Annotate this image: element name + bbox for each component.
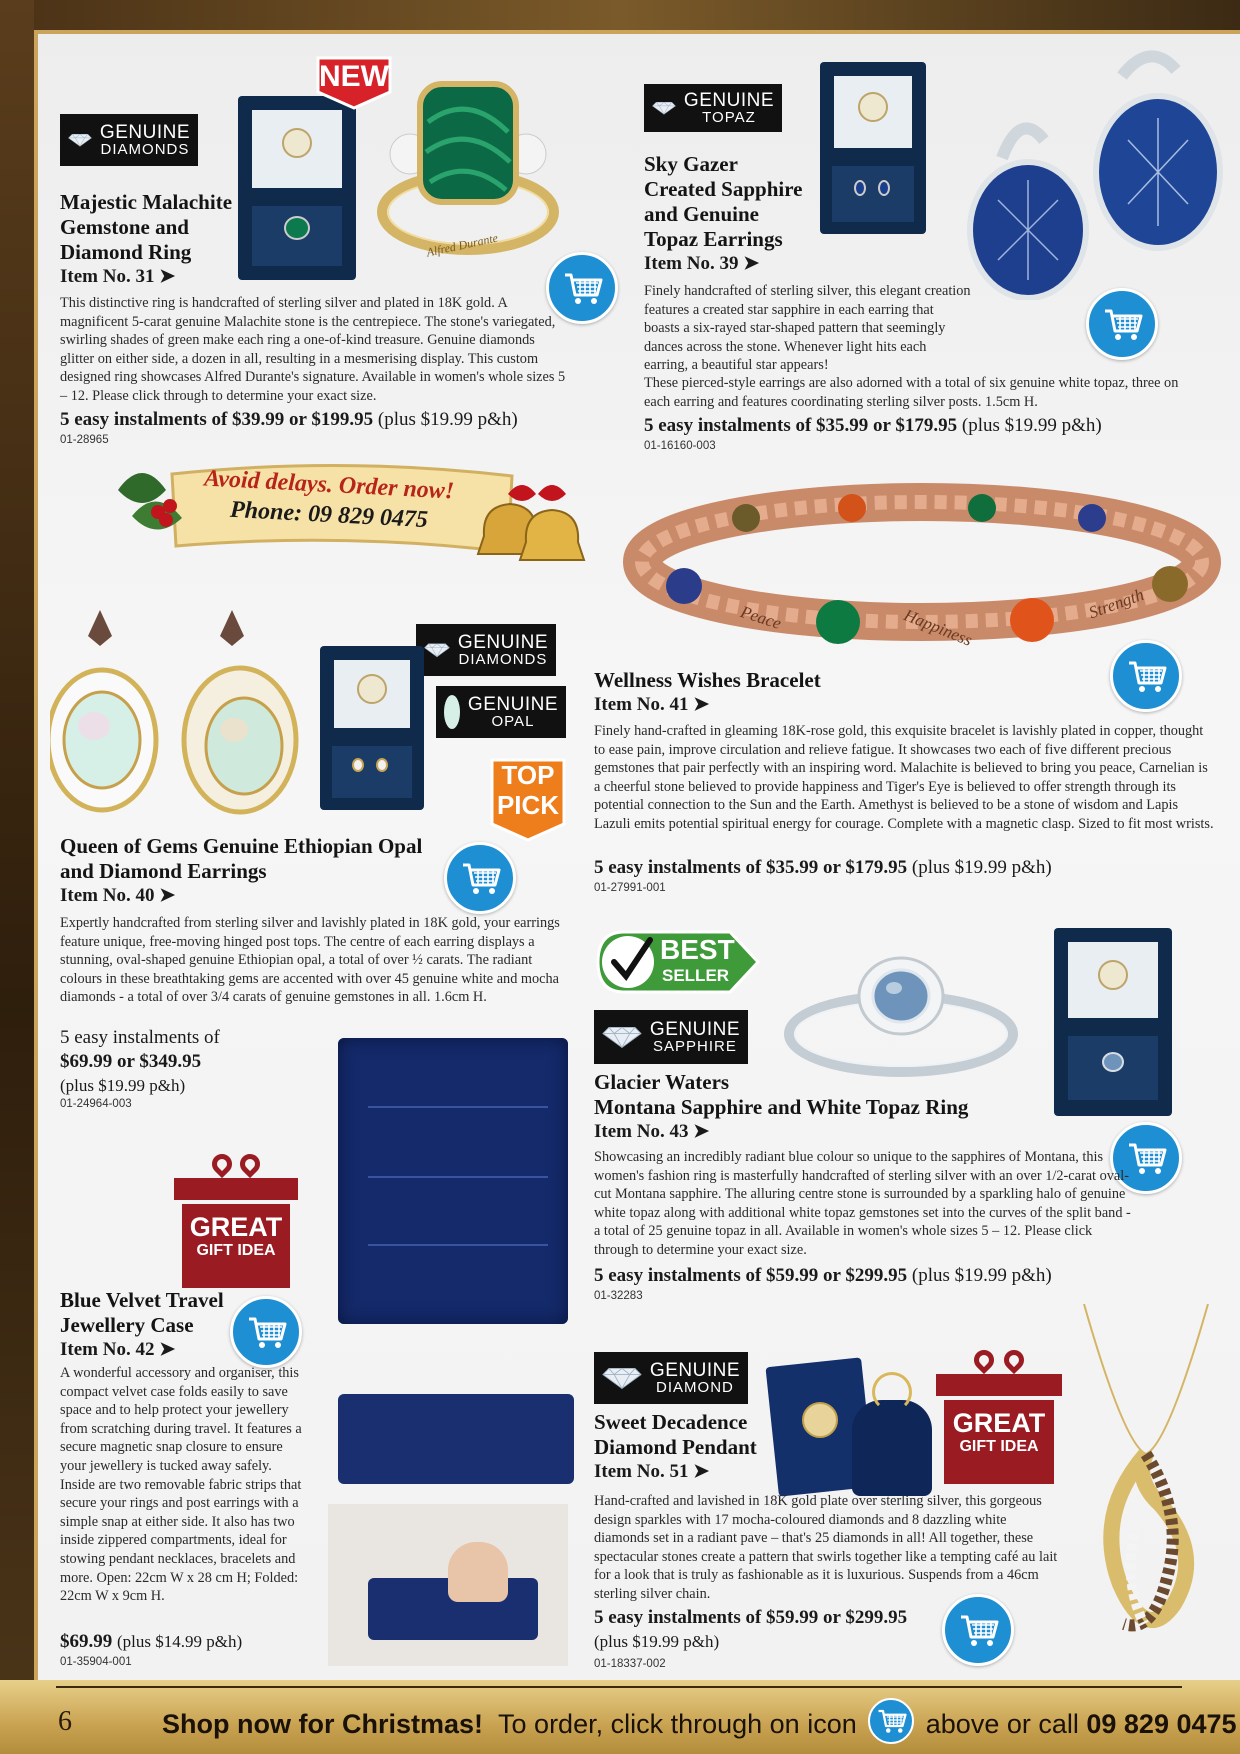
- best-seller-sticker: [594, 924, 762, 998]
- gift-line2: GIFT IDEA: [959, 1438, 1039, 1455]
- best-seller-line2: SELLER: [662, 966, 730, 985]
- footer-lead: Shop now for Christmas!: [162, 1709, 484, 1740]
- title-line: Wellness Wishes Bracelet: [594, 668, 821, 692]
- footer-text-before-icon: To order, click through on icon: [498, 1709, 857, 1740]
- badge-line1: GENUINE: [649, 1019, 740, 1040]
- new-label: NEW: [319, 60, 389, 93]
- price-line3: (plus $19.99 p&h): [60, 1076, 186, 1095]
- cart-icon: [1127, 659, 1167, 695]
- item-number: Item No. 41 ➤: [594, 694, 710, 715]
- velvet-title: [60, 1288, 260, 1362]
- bracelet-description: Finely hand-crafted in gleaming 18K-rose gold, this exquisite bracelet is lavishly plated in copper, thought to ease pain, improve circulation and relieve fatigue. It showcases two each of five different precious gemstones that pair perfectly with an inspiring word. Malachite is believed to bring you peace, Carnelian is a cheerful stone believed to provide happiness and Tiger's Eye is believed to offer strength through its potential connection to the Sun and the Earth. Amethyst is believed to be a stone of wisdom and Lapis Lazuli emits potential spiritual energy for courage. Complete with a magnetic clasp. Sized to fit most wrists.: [594, 723, 1214, 832]
- bracelet-word-happiness: Happiness: [901, 605, 975, 650]
- bracelet-title: [594, 668, 1014, 717]
- price-bold: 5 easy instalments of $59.99 or $299.95: [594, 1607, 908, 1628]
- title-line: Diamond Pendant: [594, 1435, 757, 1459]
- title-line: Montana Sapphire and White Topaz Ring: [594, 1095, 969, 1119]
- price-line1: 5 easy instalments of: [60, 1027, 220, 1048]
- malachite-price: [60, 408, 580, 432]
- title-line: Queen of Gems Genuine Ethiopian Opal: [60, 834, 423, 858]
- badge-line2: TOPAZ: [702, 109, 756, 126]
- item-number: Item No. 31 ➤: [60, 266, 176, 287]
- velvet-case-image: [328, 1030, 584, 1690]
- opal-earrings-graphic: [50, 590, 310, 820]
- ring-engraving: Alfred Durante: [425, 230, 500, 260]
- pendant-price: [594, 1606, 954, 1654]
- page-footer: [0, 1680, 1240, 1754]
- bracelet-word-peace: Peace: [738, 602, 784, 633]
- title-line: Glacier Waters: [594, 1070, 730, 1094]
- sapphire-code: 01-32283: [594, 1290, 643, 1302]
- opal-title: [60, 834, 480, 908]
- footer-text-after-icon: above or call: [925, 1709, 1079, 1740]
- montana-sapphire-ring-image: [776, 942, 1026, 1082]
- malachite-description: This distinctive ring is handcrafted of sterling silver and plated in 18K gold. A magnificent 5-carat genuine Malachite stone is the centrepiece. The stone's variegated, swirling shades of green make each ring a one-of-kind treasure. Genuine diamonds glitter on either side, a dozen in all, resulting in a mesmerising display. This custom designed ring showcases Alfred Durante's signature. Available in women's whole sizes 5 – 12. Please click through to determine your exact size.: [60, 295, 566, 404]
- malachite-ring-image: [368, 62, 568, 262]
- great-gift-idea-tag: [174, 1154, 298, 1294]
- price-bold: 5 easy instalments of $35.99 or $179.95: [594, 857, 908, 878]
- price-bold: 5 easy instalments of $35.99 or $179.95: [644, 415, 958, 436]
- cart-button-item-41[interactable]: [1110, 640, 1182, 712]
- left-border: [0, 0, 34, 1680]
- diamond-icon: [602, 1365, 642, 1391]
- badge-line2: DIAMONDS: [100, 141, 190, 158]
- badge-line2: DIAMONDS: [458, 651, 548, 668]
- title-line: Jewellery Case: [60, 1313, 194, 1337]
- footer-divider: [56, 1686, 1182, 1688]
- title-line: Topaz Earrings: [644, 227, 783, 251]
- gift-line1: GREAT: [952, 1408, 1046, 1438]
- diamond-icon: [652, 95, 676, 121]
- price-rest: (plus $19.99 p&h): [911, 857, 1052, 878]
- genuine-diamonds-badge: [60, 114, 198, 166]
- opal-earrings-image: [50, 590, 310, 820]
- title-line: and Genuine: [644, 202, 759, 226]
- top-border: [0, 0, 1240, 30]
- price-bold: 5 easy instalments of $39.99 or $199.95: [60, 409, 374, 430]
- topaz-title: [644, 152, 844, 276]
- badge-line1: GENUINE: [99, 122, 190, 143]
- best-seller-line1: BEST: [660, 934, 735, 965]
- diamond-icon: [424, 637, 450, 663]
- title-line: Blue Velvet Travel: [60, 1288, 224, 1312]
- genuine-topaz-badge: [644, 84, 782, 132]
- cart-icon: [1103, 307, 1143, 343]
- item-number: Item No. 39 ➤: [644, 253, 760, 274]
- gift-line1: GREAT: [189, 1212, 283, 1242]
- item-number: Item No. 43 ➤: [594, 1121, 710, 1142]
- price-rest: (plus $14.99 p&h): [117, 1632, 243, 1651]
- badge-line1: GENUINE: [649, 1360, 740, 1381]
- top-pick-line2: PICK: [496, 790, 560, 820]
- badge-line1: GENUINE: [683, 90, 774, 111]
- velvet-description: A wonderful accessory and organiser, this compact velvet case folds easily to save space and to help protect your jewellery from scratching during travel. It features a secure magnetic snap closure to ensure your jewellery is tucked away safely. Inside are two removable fabric strips that secure your rings and post earrings with a simple snap at either side. It also has two inside zippered compartments, ideal for stowing pendant necklaces, bracelets and more. Open: 22cm W x 28 cm H; Folded: 22cm W x 9cm H.: [60, 1365, 302, 1605]
- price-rest: (plus $19.99 p&h): [961, 415, 1102, 436]
- banner-phone: Phone: 09 829 0475: [229, 496, 429, 534]
- title-line: Gemstone and: [60, 215, 189, 239]
- price-rest: (plus $19.99 p&h): [377, 409, 518, 430]
- top-pick-line1: TOP: [501, 760, 555, 790]
- bracelet-code: 01-27991-001: [594, 882, 666, 894]
- pendant-code: 01-18337-002: [594, 1658, 666, 1670]
- badge-line2: SAPPHIRE: [653, 1038, 737, 1055]
- footer-order-line: [162, 1708, 1237, 1744]
- cart-button-item-39[interactable]: [1086, 288, 1158, 360]
- title-line: Sky Gazer: [644, 152, 738, 176]
- opal-description: Expertly handcrafted from sterling silver and lavishly plated in 18K gold, your earrings feature unique, free-moving hinged post tops. The centre of each earring displays a stunning, oval-shaped genuine Ethiopian opal, a total of over ½ carats. The radiant colours in these breathtaking gems are accented with over 45 genuine white and mocha diamonds - a total of over 3/4 carats of genuine gemstones in all. 1.6cm H.: [60, 915, 560, 1006]
- topaz-code: 01-16160-003: [644, 440, 716, 452]
- velvet-code: 01-35904-001: [60, 1656, 132, 1668]
- sapphire-earrings-graphic: [962, 40, 1232, 300]
- star-sapphire-earrings-image: [962, 40, 1232, 300]
- bracelet-word-strength: Strength: [1086, 584, 1147, 623]
- bracelet-graphic: [622, 482, 1222, 662]
- diamond-icon: [68, 127, 92, 153]
- topaz-price: [644, 414, 1204, 438]
- open-case: [338, 1038, 568, 1324]
- opal-code: 01-24964-003: [60, 1098, 132, 1110]
- cart-icon[interactable]: [868, 1698, 914, 1744]
- sapphire-price: [594, 1264, 1214, 1288]
- page-number: 6: [58, 1706, 72, 1737]
- cart-icon: [959, 1613, 999, 1649]
- title-line: Sweet Decadence: [594, 1410, 748, 1434]
- malachite-ring-graphic: [368, 62, 568, 262]
- title-line: Created Sapphire: [644, 177, 803, 201]
- genuine-sapphire-badge: [594, 1010, 748, 1064]
- price-rest: (plus $19.99 p&h): [911, 1265, 1052, 1286]
- opal-price: [60, 1026, 340, 1098]
- item-number: Item No. 42 ➤: [60, 1339, 176, 1360]
- banner-line1: Avoid delays. Order now!: [203, 465, 455, 505]
- price-bold: $69.99: [60, 1631, 113, 1652]
- item-number: Item No. 40 ➤: [60, 885, 176, 906]
- cart-glyph: [877, 1708, 907, 1735]
- velvet-price: [60, 1630, 320, 1654]
- pendant-description: Hand-crafted and lavished in 18K gold plate over sterling silver, this gorgeous design sparkles with 17 mocha-coloured diamonds and 8 dazzling white diamonds set in a radiant pave – that's 25 diamonds in all! All together, these spectacular stones create a pattern that swirls together like a tempting café au lait for a look that is truly as fashionable as it is luxurious. Suspends from a 46cm sterling silver chain.: [594, 1493, 1058, 1602]
- sapphire-ring-graphic: [776, 942, 1026, 1082]
- folded-case: [338, 1394, 574, 1484]
- sapphire-box-image: [1054, 928, 1172, 1116]
- sapphire-description: Showcasing an incredibly radiant blue colour so unique to the sapphires of Montana, this women's fashion ring is masterfully handcrafted of sterling silver with an over 1/2-carat oval-cut Montana sapphire. The alluring centre stone is surrounded by a sparkling halo of genuine white topaz along with additional white topaz gemstones set into the curves of the split band - a total of 25 genuine topaz in all. Available in women's whole sizes 5 – 12. Please click through to determine your exact size.: [594, 1149, 1131, 1258]
- bracelet-price: [594, 856, 1214, 880]
- price-rest: (plus $19.99 p&h): [594, 1632, 720, 1651]
- title-line: Diamond Ring: [60, 240, 192, 264]
- pendant-title: [594, 1410, 794, 1484]
- wellness-bracelet-image: [622, 482, 1222, 662]
- price-bold: 5 easy instalments of $59.99 or $299.95: [594, 1265, 908, 1286]
- item-number: Item No. 51 ➤: [594, 1461, 710, 1482]
- genuine-opal-badge: [436, 686, 566, 738]
- footer-phone: 09 829 0475: [1086, 1709, 1237, 1740]
- opal-icon: [444, 695, 460, 729]
- sapphire-title: [594, 1070, 1054, 1144]
- malachite-title: [60, 190, 360, 289]
- genuine-diamond-badge: [594, 1352, 748, 1404]
- badge-line1: GENUINE: [457, 632, 548, 653]
- opal-box-image: [320, 646, 424, 810]
- pendant-gift-box-image: [772, 1352, 942, 1500]
- diamond-pendant-image: [1064, 1304, 1224, 1684]
- badge-line2: DIAMOND: [656, 1379, 734, 1396]
- pendant-graphic: [1064, 1304, 1224, 1684]
- genuine-diamonds-badge: [416, 624, 556, 676]
- top-pick-sticker: [488, 754, 568, 844]
- diamond-icon: [602, 1024, 642, 1050]
- catalog-page: [34, 30, 1240, 1680]
- price-line2: $69.99 or $349.95: [60, 1051, 202, 1072]
- title-line: Majestic Malachite: [60, 190, 233, 214]
- badge-line1: GENUINE: [467, 694, 558, 715]
- topaz-description-2: These pierced-style earrings are also adorned with a total of six genuine white topaz, three on each earring and features coordinating sterling silver posts. 1.5cm H.: [644, 375, 1179, 410]
- badge-line2: OPAL: [491, 713, 535, 730]
- great-gift-idea-tag: [936, 1350, 1062, 1490]
- malachite-code: 01-28965: [60, 434, 109, 446]
- topaz-description-1: Finely handcrafted of sterling silver, this elegant creation features a created star sapphire in each earring that boasts a six-rayed star-shaped pattern that seemingly dances across the stone. Whenever light hits each earring, a beautiful star appears!: [644, 283, 971, 374]
- title-line: and Diamond Earrings: [60, 859, 267, 883]
- gift-line2: GIFT IDEA: [196, 1242, 276, 1259]
